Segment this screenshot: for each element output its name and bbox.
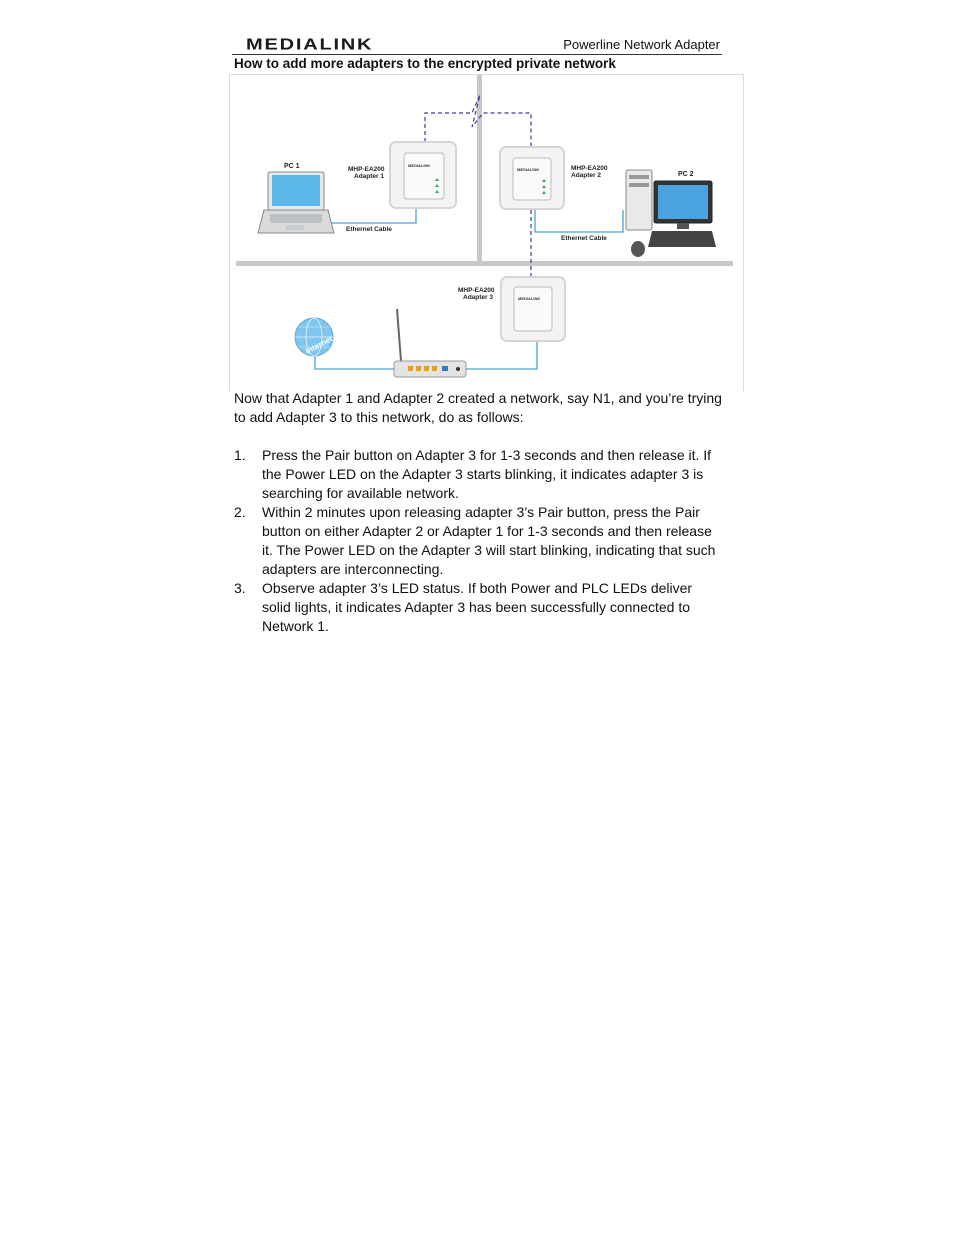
adapter1-icon xyxy=(390,142,456,208)
adapter2-name: Adapter 2 xyxy=(571,172,601,179)
adapter1-name: Adapter 1 xyxy=(354,173,384,180)
internet-label: Internet xyxy=(303,334,335,356)
step-text: Observe adapter 3’s LED status. If both Power and PLC LEDs deliver solid lights, it indicates Adapter 3 has been successfully connected to Network 1. xyxy=(262,580,693,634)
svg-text:MEDIALINK: MEDIALINK xyxy=(517,167,540,172)
router-icon xyxy=(394,309,466,377)
router-cable xyxy=(466,339,537,369)
step-text: Within 2 minutes upon releasing adapter 3’s Pair button, press the Pair button on either Adapter 2 or Adapter 1 for 1-3 seconds and then release it. The Power LED on the Adapter 3 will start blinking, indicating that such adapters are interconnecting. xyxy=(262,504,716,577)
cable1-label: Ethernet Cable xyxy=(346,226,392,233)
header-title: Powerline Network Adapter xyxy=(563,37,720,52)
wall-horizontal xyxy=(236,261,733,266)
step-number: 3. xyxy=(234,580,246,596)
internet-globe-icon xyxy=(295,318,334,356)
intro-paragraph: Now that Adapter 1 and Adapter 2 created a network, say N1, and you’re trying to add Adapter 3 to this network, do as follows: xyxy=(234,390,722,425)
svg-text:MEDIALINK: MEDIALINK xyxy=(408,163,431,168)
pc1-label: PC 1 xyxy=(284,163,300,170)
adapter2-model: MHP-EA200 xyxy=(571,165,608,172)
section-heading: How to add more adapters to the encrypted private network xyxy=(234,56,616,71)
adapter1-model: MHP-EA200 xyxy=(348,166,385,173)
logo-wordmark: MEDIALINK xyxy=(246,37,374,53)
cable2-label: Ethernet Cable xyxy=(561,235,607,242)
list-item xyxy=(234,579,724,636)
adapter3-model: MHP-EA200 xyxy=(458,287,495,294)
step-number: 2. xyxy=(234,504,246,520)
list-item xyxy=(234,446,724,503)
svg-text:MEDIALINK: MEDIALINK xyxy=(518,296,541,301)
desktop-pc2-icon xyxy=(626,170,716,257)
adapter3-name: Adapter 3 xyxy=(463,294,493,301)
laptop-pc1-icon xyxy=(258,172,334,233)
wall-vertical xyxy=(477,75,482,261)
page-header xyxy=(232,36,722,55)
adapter3-icon xyxy=(501,277,565,341)
step-text: Press the Pair button on Adapter 3 for 1-3 seconds and then release it. If the Power LED on the Adapter 3 starts blinking, it indicates adapter 3 is searching for available network. xyxy=(262,447,712,501)
pc2-label: PC 2 xyxy=(678,171,694,178)
step-number: 1. xyxy=(234,447,246,463)
medialink-logo xyxy=(246,37,400,53)
list-item xyxy=(234,503,724,579)
adapter2-icon xyxy=(500,147,564,209)
diagram-svg xyxy=(230,75,743,391)
network-diagram xyxy=(229,74,744,391)
steps-list xyxy=(234,446,724,636)
